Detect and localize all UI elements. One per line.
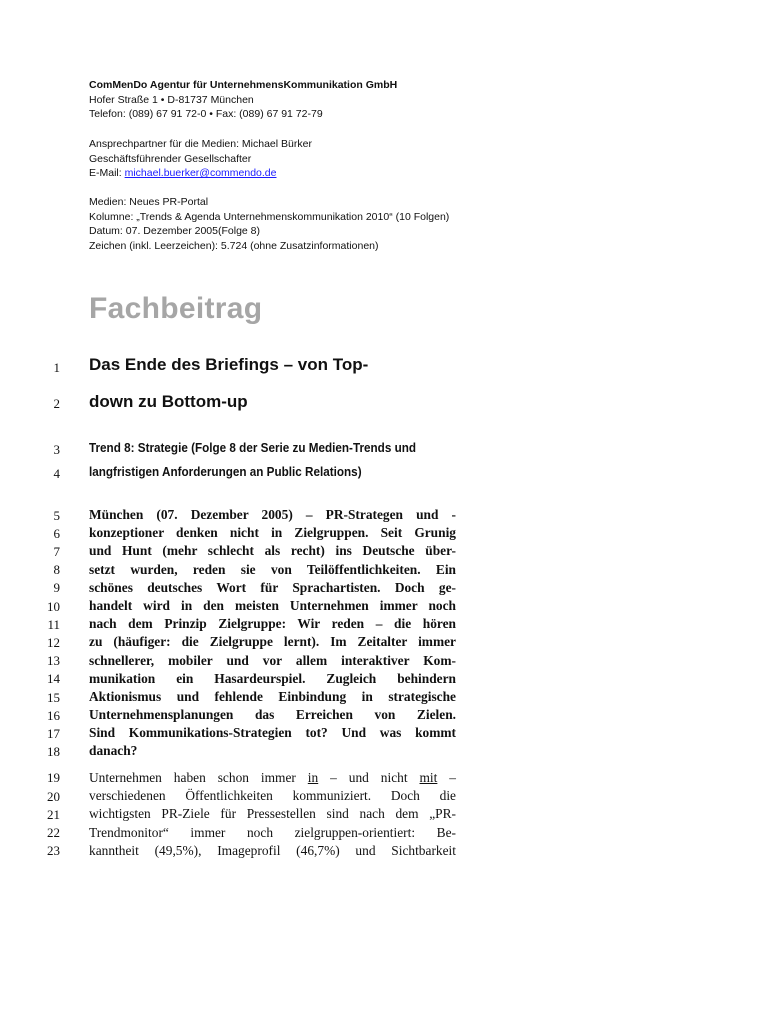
- text-line: setzt wurden, reden sie von Teilöffentlichkeiten. Ein: [89, 561, 456, 577]
- line-number: 1: [53, 360, 60, 375]
- line-number: 7: [53, 544, 60, 559]
- kicker-heading: Fachbeitrag: [89, 292, 263, 325]
- text-line: und Hunt (mehr schlecht als recht) ins Deutsche über-: [89, 543, 456, 559]
- article-title-line: down zu Bottom-up: [89, 392, 248, 411]
- line-number: 11: [47, 617, 60, 632]
- line-number: 2: [53, 396, 60, 411]
- meta-chars: Zeichen (inkl. Leerzeichen): 5.724 (ohne Zusatzinformationen): [89, 239, 379, 252]
- line-number: 20: [47, 789, 60, 804]
- contact-person: Ansprechpartner für die Medien: Michael Bürker: [89, 138, 312, 150]
- text-line: kanntheit (49,5%), Imageprofil (46,7%) und Sichtbarkeit: [89, 842, 456, 858]
- meta-column: Kolumne: „Trends & Agenda Unternehmenskommunikation 2010“ (10 Folgen): [89, 210, 450, 223]
- text-line: Aktionismus und fehlende Einbindung in strategische: [89, 688, 456, 704]
- meta-medium: Medien: Neues PR-Portal: [89, 196, 209, 208]
- line-number: 12: [47, 635, 60, 650]
- company-address: Hofer Straße 1 • D-81737 München: [89, 93, 254, 106]
- text-line: Trendmonitor“ immer noch zielgruppen-orientiert: Be-: [89, 824, 456, 840]
- text-line: handelt wird in den meisten Unternehmen immer noch: [89, 597, 456, 613]
- text-line: Unternehmensplanungen das Erreichen von Zielen.: [89, 707, 456, 723]
- article-title-line: Das Ende des Briefings – von Top-: [89, 355, 369, 374]
- line-number: 21: [47, 807, 60, 822]
- line-number: 8: [53, 562, 60, 577]
- contact-role: Geschäftsführender Gesellschafter: [89, 152, 252, 165]
- email-link[interactable]: michael.buerker@commendo.de: [124, 167, 277, 179]
- line-number: 9: [53, 580, 60, 595]
- email-label: E-Mail:: [89, 167, 125, 179]
- contact-block: [89, 137, 312, 181]
- text-line: München (07. Dezember 2005) – PR-Strategen und -: [89, 507, 456, 522]
- contact-email-row: [89, 166, 312, 181]
- line-number: 4: [53, 466, 60, 481]
- article-subtitle-line: Trend 8: Strategie (Folge 8 der Serie zu Medien-Trends und: [89, 440, 417, 455]
- line-number: 16: [47, 708, 60, 723]
- text-line: nach dem Prinzip Zielgruppe: Wir reden – die hören: [89, 616, 456, 632]
- text-run: – und nicht: [318, 770, 420, 785]
- line-number: 19: [47, 770, 60, 785]
- line-number: 15: [47, 690, 60, 705]
- underlined-word: in: [307, 770, 319, 785]
- text-line: konzeptioner denken nicht in Zielgruppen. Seit Grunig: [89, 525, 456, 541]
- line-number: 5: [53, 508, 60, 523]
- sender-block: [89, 78, 397, 122]
- text-line: verschiedenen Öffentlichkeiten kommuniziert. Doch die: [89, 788, 456, 804]
- text-line: schnellerer, mobiler und vor allem interaktiver Kom-: [89, 652, 456, 668]
- underlined-word: mit: [419, 770, 438, 785]
- text-line: danach?: [89, 743, 138, 759]
- line-number: 17: [47, 726, 60, 741]
- body-paragraph: [89, 769, 456, 860]
- company-phone: Telefon: (089) 67 91 72-0 • Fax: (089) 67 91 72-79: [89, 108, 323, 120]
- text-line: wichtigsten PR-Ziele für Pressestellen sind nach dem „PR-: [89, 806, 456, 822]
- text-run: Unternehmen haben schon immer: [89, 770, 308, 785]
- meta-date: Datum: 07. Dezember 2005(Folge 8): [89, 225, 260, 237]
- line-number: 14: [47, 671, 60, 686]
- line-number: 22: [47, 825, 60, 840]
- text-line: Sind Kommunikations-Strategien tot? Und was kommt: [89, 725, 456, 741]
- article-subtitle-line: langfristigen Anforderungen an Public Relations): [89, 464, 362, 479]
- line-number: 10: [47, 599, 60, 614]
- line-number: 18: [47, 744, 60, 759]
- text-line: munikation ein Hasardeurspiel. Zugleich behindern: [89, 670, 456, 686]
- line-number: 23: [47, 843, 60, 858]
- meta-block: [89, 195, 449, 253]
- line-number: 3: [53, 442, 60, 457]
- line-number: 13: [47, 653, 60, 668]
- text-line: zu (häufiger: die Zielgruppe lernt). Im Zeitalter immer: [89, 634, 456, 650]
- text-run: –: [437, 770, 457, 785]
- lead-paragraph: [89, 506, 456, 761]
- text-line: [89, 769, 456, 787]
- company-name: ComMenDo Agentur für UnternehmensKommunikation GmbH: [89, 79, 398, 91]
- line-number: 6: [53, 526, 60, 541]
- text-line: schönes deutsches Wort für Sprachartisten. Doch ge-: [89, 579, 456, 595]
